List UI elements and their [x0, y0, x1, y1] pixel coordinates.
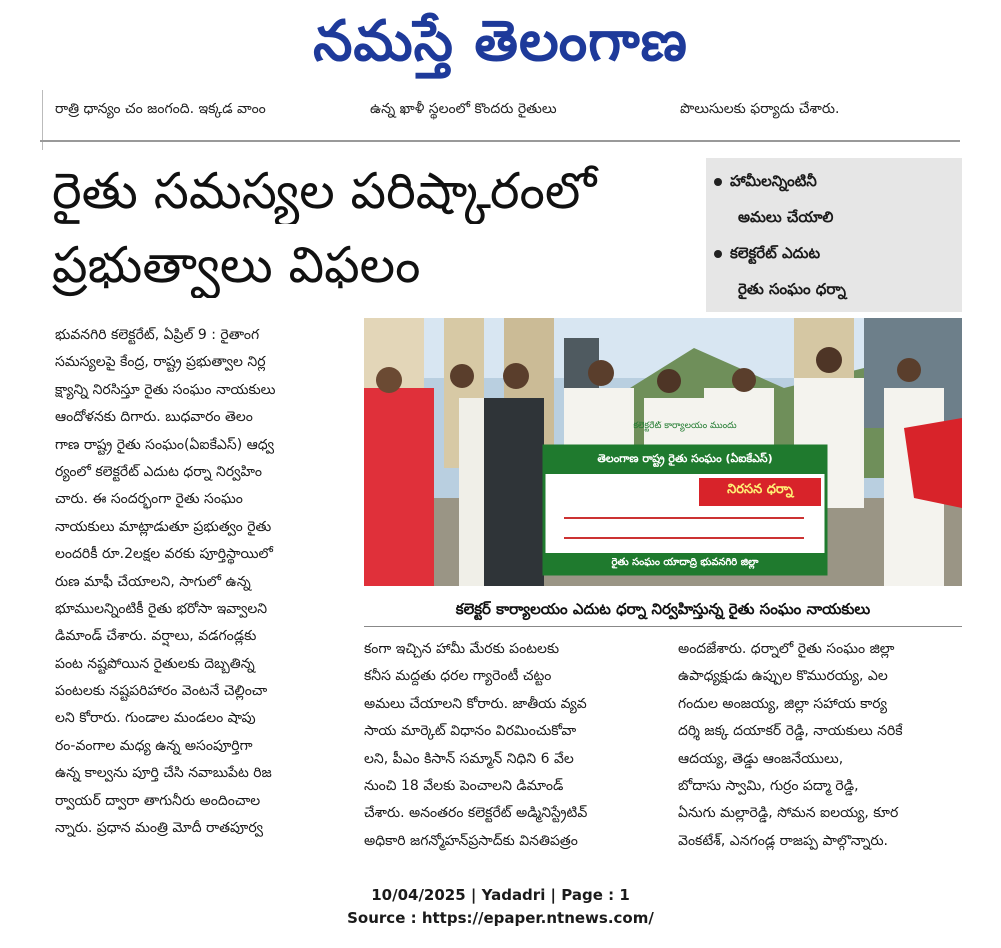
highlight-item: కలెక్టరేట్ ఎదుట	[714, 242, 960, 264]
highlight-item: హామీలన్నింటినీ	[714, 170, 960, 192]
text-line: భువనగిరి కలెక్టరేట్, ఏప్రిల్ 9 : రైతాంగ	[55, 327, 260, 343]
bullet-icon	[714, 250, 722, 258]
banner-top-text: కలెక్టరేట్ కార్యాలయం ముందు	[633, 421, 737, 431]
text-line: నుంచి 18 వేలకు పెంచాలని డిమాండ్	[364, 777, 564, 794]
text-line: భూములన్నింటికీ రైతు భరోసా ఇవ్వాలని	[55, 600, 268, 617]
highlights-box	[706, 158, 962, 312]
text-line: ర్యంలో కలెక్టరేట్ ఎదుట ధర్నా నిర్వహిం	[55, 463, 262, 480]
footer-source: Source : https://epaper.ntnews.com/	[347, 909, 654, 927]
footer-date-edition: 10/04/2025 | Yadadri | Page : 1	[371, 886, 630, 904]
photo-caption: కలెక్టర్ కార్యాలయం ఎదుట ధర్నా నిర్వహిస్తున్న రైతు సంఘం నాయకులు	[455, 600, 871, 618]
article-column-1	[55, 322, 355, 842]
text-line: కంగా ఇచ్చిన హామీ మేరకు పంటలకు	[364, 641, 560, 657]
text-line: ఆందోళనకు దిగారు. బుధవారం తెలం	[55, 409, 253, 426]
cutline-text-1: రాత్రి ధాన్యం చం జంగంది. ఇక్కడ వాంం	[55, 101, 266, 117]
headline-line-1: రైతు సమస్యల పరిష్కారంలో	[52, 162, 597, 220]
text-line: లని, పీఎం కిసాన్ సమ్మాన్ నిధిని 6 వేల	[364, 750, 574, 767]
headline-line-2: ప్రభుత్వాలు విఫలం	[52, 236, 421, 294]
text-line: రుణ మాఫీ చేయాలని, సాగులో ఉన్న	[55, 573, 251, 590]
highlight-item-cont: రైతు సంఘం ధర్నా	[738, 280, 846, 298]
text-line: న్నారు. ప్రధాన మంత్రి మోదీ రాతపూర్వ	[55, 820, 264, 837]
text-line: అందజేశారు. ధర్నాలో రైతు సంఘం జిల్లా	[678, 641, 895, 657]
text-line: పంటలకు నష్టపరిహారం వెంటనే చెల్లించా	[55, 683, 268, 700]
banner-footer: రైతు సంఘం యాదాద్రి భువనగిరి జిల్లా	[611, 557, 759, 568]
section-rule	[40, 140, 960, 142]
text-line: చారు. ఈ సందర్భంగా రైతు సంఘం	[55, 491, 243, 508]
text-line: ర్వాయర్ ద్వారా తాగునీరు అందించాల	[55, 792, 261, 809]
newspaper-title: నమస్తే తెలంగాణ	[313, 9, 688, 74]
text-line: అధికారి జగన్మోహన్‌ప్రసాద్‌కు వినతిపత్రం	[364, 832, 578, 849]
caption-rule	[364, 626, 962, 627]
article-column-2	[364, 636, 664, 855]
text-line: ఉన్న కాల్వను పూర్తి చేసి నవాబుపేట రిజ	[55, 765, 272, 782]
text-line: సమస్యలపై కేంద్ర, రాష్ట్ర ప్రభుత్వాల నిర్ల	[55, 354, 266, 371]
text-line: సాయ మార్కెట్ విధానం విరమించుకోవా	[364, 723, 577, 740]
text-line: లందరికీ రూ.2లక్షల వరకు పూర్తిస్థాయిలో	[55, 546, 273, 563]
text-line: క్ష్యాన్ని నిరసిస్తూ రైతు సంఘం నాయకులు	[55, 381, 276, 398]
banner-title: తెలంగాణ రాష్ట్ర రైతు సంఘం (ఏఐకేఎస్)	[597, 452, 773, 465]
text-line: చేశారు. అనంతరం కలెక్టరేట్ అడ్మినిస్ట్రేటివ్	[364, 805, 588, 822]
text-line: బోదాసు స్వామి, గుర్రం పద్మా రెడ్డి,	[678, 777, 859, 794]
masthead	[0, 0, 1001, 86]
text-line: ఏనుగు మల్లారెడ్డి, సోమన ఐలయ్య, కూర	[678, 805, 899, 822]
text-line: పంట నష్టపోయిన రైతులకు దెబ్బతిన్న	[55, 655, 255, 672]
text-line: రం-వంగాల మధ్య ఉన్న అసంపూర్తిగా	[55, 737, 253, 754]
text-line: డిమాండ్ చేశారు. వర్షాలు, వడగండ్లకు	[55, 628, 257, 645]
text-line: గందుల అంజయ్య, జిల్లా సహాయ కార్య	[678, 695, 887, 712]
bullet-icon	[714, 178, 722, 186]
text-line: దర్శి జక్క దయాకర్ రెడ్డి, నాయకులు నరికే	[678, 723, 903, 740]
text-line: వెంకటేశ్, ఎనగండ్ల రాజప్ప పాల్గొన్నారు.	[678, 832, 889, 849]
text-line: నాయకులు మాట్లాడుతూ ప్రభుత్వం రైతు	[55, 518, 272, 535]
news-photo	[364, 318, 962, 586]
cutline-text-2: ఉన్న ఖాళీ స్థలంలో కొందరు రైతులు	[370, 101, 557, 117]
text-line: గాణ రాష్ట్ర రైతు సంఘం(ఏఐకేఎస్) ఆధ్వ	[55, 436, 274, 453]
text-line: ఉపాధ్యక్షుడు ఉప్పుల కొమురయ్య, ఎల	[678, 668, 888, 685]
article-column-3	[678, 636, 968, 855]
highlight-item-cont: అమలు చేయాలి	[738, 208, 834, 226]
text-line: లని కోరారు. గుండాల మండలం షాపు	[55, 710, 256, 727]
text-line: ఆదయ్య, తెడ్డు ఆంజనేయులు,	[678, 750, 844, 767]
banner-main: నిరసన ధర్నా	[727, 482, 793, 497]
text-line: కనీస మద్దతు ధరల గ్యారెంటీ చట్టం	[364, 668, 552, 685]
text-line: అమలు చేయాలని కోరారు. జాతీయ వ్యవ	[364, 695, 587, 712]
cutline-text-3: పొలుసులకు ఫర్యాదు చేశారు.	[680, 101, 840, 117]
